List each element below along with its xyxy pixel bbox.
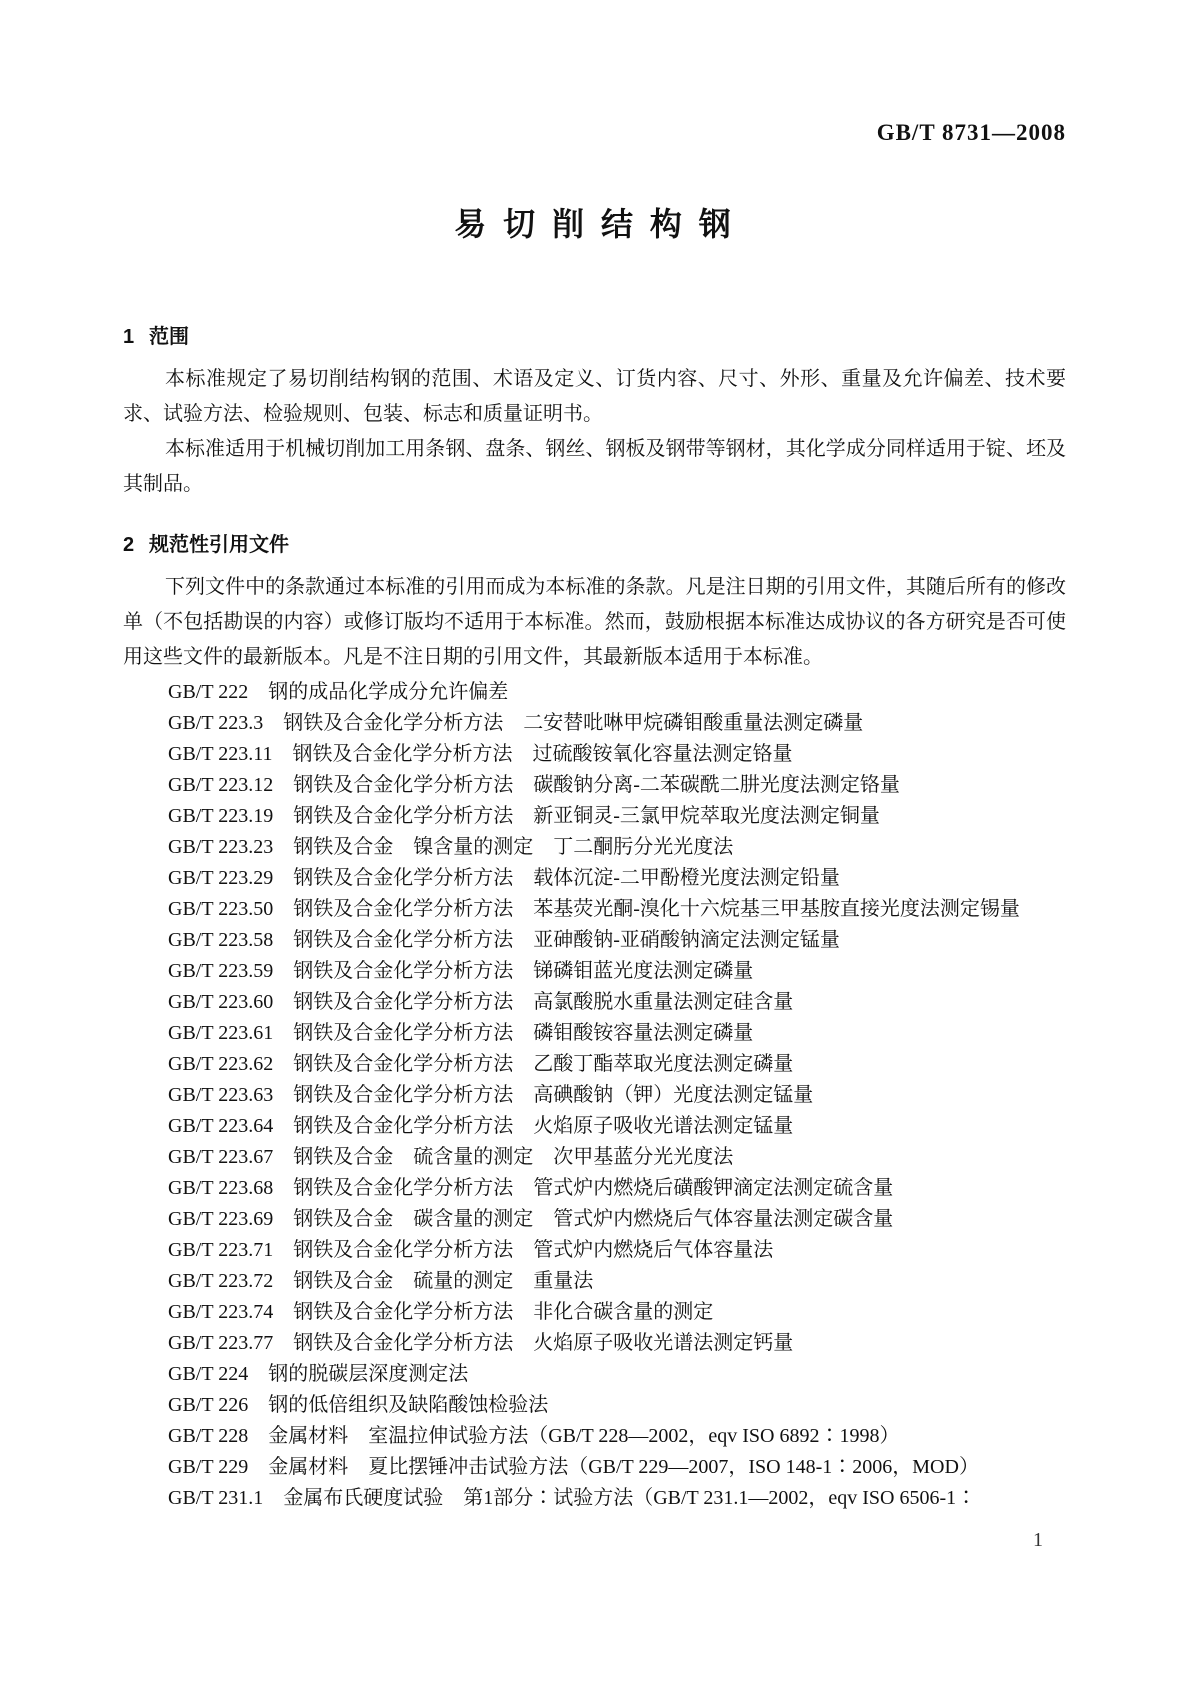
reference-item: GB/T 223.63 钢铁及合金化学分析方法 高碘酸钠（钾）光度法测定锰量 bbox=[168, 1084, 814, 1106]
paragraph: 下列文件中的条款通过本标准的引用而成为本标准的条款。凡是注日期的引用文件，其随后所有的修改单（不包括勘误的内容）或修订版均不适用于本标准。然而，鼓励根据本标准达成协议的各方研究是否可使用这些文件的最新版本。凡是不注日期的引用文件，其最新版本适用于本标准。 bbox=[123, 576, 1066, 668]
section-2-paragraphs bbox=[123, 570, 1066, 675]
section-2-title: 规范性引用文件 bbox=[149, 534, 289, 556]
reference-item: GB/T 223.71 钢铁及合金化学分析方法 管式炉内燃烧后气体容量法 bbox=[168, 1239, 774, 1261]
section-2-heading bbox=[123, 528, 1066, 562]
page-number: 1 bbox=[1033, 1529, 1043, 1551]
section-scope bbox=[123, 320, 1066, 502]
reference-item: GB/T 228 金属材料 室温拉伸试验方法（GB/T 228—2002，eqv ISO 6892∶1998） bbox=[168, 1425, 900, 1447]
section-1-heading bbox=[123, 320, 1066, 354]
reference-item: GB/T 223.19 钢铁及合金化学分析方法 新亚铜灵-三氯甲烷萃取光度法测定铜量 bbox=[168, 805, 880, 827]
section-1-title: 范围 bbox=[149, 326, 189, 348]
reference-item: GB/T 226 钢的低倍组织及缺陷酸蚀检验法 bbox=[168, 1394, 549, 1416]
section-normative-references bbox=[123, 528, 1066, 1514]
reference-item: GB/T 223.60 钢铁及合金化学分析方法 高氯酸脱水重量法测定硅含量 bbox=[168, 991, 794, 1013]
reference-item: GB/T 231.1 金属布氏硬度试验 第1部分∶试验方法（GB/T 231.1—2002，eqv ISO 6506-1∶ bbox=[168, 1487, 977, 1509]
reference-item: GB/T 224 钢的脱碳层深度测定法 bbox=[168, 1363, 469, 1385]
reference-item: GB/T 223.77 钢铁及合金化学分析方法 火焰原子吸收光谱法测定钙量 bbox=[168, 1332, 794, 1354]
reference-item: GB/T 223.12 钢铁及合金化学分析方法 碳酸钠分离-二苯碳酰二肼光度法测定铬量 bbox=[168, 774, 900, 796]
section-1-paragraphs bbox=[123, 362, 1066, 502]
reference-item: GB/T 223.72 钢铁及合金 硫量的测定 重量法 bbox=[168, 1270, 594, 1292]
reference-item: GB/T 223.23 钢铁及合金 镍含量的测定 丁二酮肟分光光度法 bbox=[168, 836, 734, 858]
document-title: 易 切 削 结 构 钢 bbox=[454, 206, 735, 242]
section-2-number: 2 bbox=[123, 534, 135, 556]
reference-item: GB/T 223.62 钢铁及合金化学分析方法 乙酸丁酯萃取光度法测定磷量 bbox=[168, 1053, 794, 1075]
reference-item: GB/T 223.58 钢铁及合金化学分析方法 亚砷酸钠-亚硝酸钠滴定法测定锰量 bbox=[168, 929, 840, 951]
section-1-number: 1 bbox=[123, 326, 135, 348]
reference-item: GB/T 223.67 钢铁及合金 硫含量的测定 次甲基蓝分光光度法 bbox=[168, 1146, 734, 1168]
reference-item: GB/T 223.50 钢铁及合金化学分析方法 苯基荧光酮-溴化十六烷基三甲基胺直接光度法测定锡量 bbox=[168, 898, 1020, 920]
reference-item: GB/T 223.64 钢铁及合金化学分析方法 火焰原子吸收光谱法测定锰量 bbox=[168, 1115, 794, 1137]
reference-item: GB/T 223.11 钢铁及合金化学分析方法 过硫酸铵氧化容量法测定铬量 bbox=[168, 743, 793, 765]
paragraph: 本标准规定了易切削结构钢的范围、术语及定义、订货内容、尺寸、外形、重量及允许偏差、技术要求、试验方法、检验规则、包装、标志和质量证明书。 bbox=[123, 368, 1066, 425]
standard-number: GB/T 8731—2008 bbox=[876, 120, 1066, 145]
reference-item: GB/T 223.68 钢铁及合金化学分析方法 管式炉内燃烧后磺酸钾滴定法测定硫含量 bbox=[168, 1177, 894, 1199]
reference-item: GB/T 223.74 钢铁及合金化学分析方法 非化合碳含量的测定 bbox=[168, 1301, 714, 1323]
reference-item: GB/T 222 钢的成品化学成分允许偏差 bbox=[168, 681, 509, 703]
reference-item: GB/T 223.59 钢铁及合金化学分析方法 锑磷钼蓝光度法测定磷量 bbox=[168, 960, 754, 982]
references-list bbox=[123, 677, 1066, 1514]
reference-item: GB/T 223.61 钢铁及合金化学分析方法 磷钼酸铵容量法测定磷量 bbox=[168, 1022, 754, 1044]
reference-item: GB/T 223.3 钢铁及合金化学分析方法 二安替吡啉甲烷磷钼酸重量法测定磷量 bbox=[168, 712, 864, 734]
reference-item: GB/T 223.69 钢铁及合金 碳含量的测定 管式炉内燃烧后气体容量法测定碳含量 bbox=[168, 1208, 894, 1230]
reference-item: GB/T 229 金属材料 夏比摆锤冲击试验方法（GB/T 229—2007，ISO 148-1∶2006，MOD） bbox=[168, 1456, 979, 1478]
reference-item: GB/T 223.29 钢铁及合金化学分析方法 载体沉淀-二甲酚橙光度法测定铅量 bbox=[168, 867, 840, 889]
paragraph: 本标准适用于机械切削加工用条钢、盘条、钢丝、钢板及钢带等钢材，其化学成分同样适用于锭、坯及其制品。 bbox=[123, 438, 1066, 495]
